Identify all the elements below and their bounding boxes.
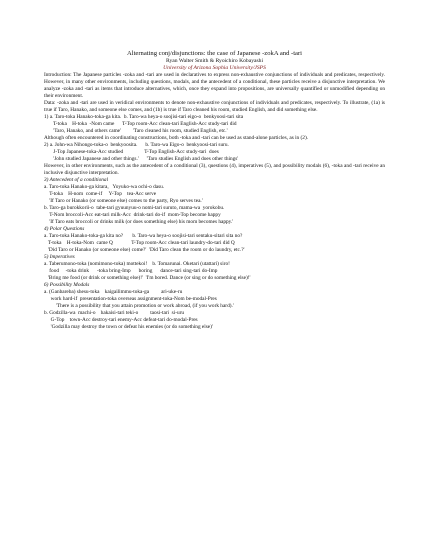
example-gloss: food -toka drink -toka bring-Imp boring dance-tari sing-tari do-Imp	[44, 268, 218, 274]
example-gloss: T-toka H-toka -Nom came T-Top room-Acc clean-tari English-Acc study-tari did	[44, 121, 237, 127]
example-gloss: T-toka H-nom come-if Y-Top tea-Acc serve	[44, 191, 157, 197]
example-line: a. Taberumono-toka (nomimono-toka) mottekoi! b. Tomarunai. Oketari (utattari) siro!	[44, 261, 230, 267]
example-line: b. Godzilla-wa machi-o hakaisi-tari teki-o taosi-tari si-uru	[44, 310, 185, 316]
example-line: 1) a. Taro-toka Hanako-toka-ga kita. b. Taro-wa heya-o soojisi-tari eigo-o benkyoosi-tari sita	[44, 114, 244, 120]
example-gloss: G-Top town-Acc destroy-tari enemy-Acc defeat-tari do-modal-Pres	[44, 317, 198, 323]
example-translation: 'There is a possibility that you attain promotion or work abroad, (if you work hard).'	[44, 303, 234, 309]
section-heading: 6) Possibility Modals	[44, 282, 90, 288]
example-gloss: T-toka H-toka-Nom came Q T-Top room-Acc clean-tari laundry-do-tari did Q	[44, 240, 235, 246]
example-translation: 'Taro, Hanako, and others came' 'Taro cleaned his room, studied English, etc.'	[44, 128, 228, 134]
example-translation: 'Bring me food (or drink or something else)!' 'I'm bored. Dance (or sing or do something else)!'	[44, 275, 251, 281]
example-1	[44, 114, 385, 135]
example-2	[44, 142, 385, 163]
example-gloss: J-Top Japanese-toka-Acc studied T-Top English-Acc study-tari does	[44, 149, 219, 155]
data-paragraph: Data: -zoka and -tari are used in veridical environments to denote non-exhaustive conjunctions of individuals and predicates, respectively. To illustrate, (1a) is true if Taro, Hanako, and someone else comes, and (1b) is true if Taro cleaned his room, studied English, and did something else.	[44, 100, 385, 113]
example-translation: 'Godzilla may destroy the town or defeat his enemies (or do something else)'	[44, 324, 213, 330]
paper-affiliation: University of Arizona Sophia University/JSPS	[163, 65, 266, 71]
example-translation: 'If Taro or Hanako (or someone else) comes to the party, Ryo serves tea.'	[44, 198, 203, 204]
paper-title: Alternating conj/disjunctions: the case of Japanese -zokA and -tari	[126, 50, 303, 57]
example-line: b. Taro-ga burokkorii-o tabe-tari gyuunyuu-o nomi-tari suruto, mama-wa yorokobu.	[44, 205, 225, 211]
example-translation: 'John studied Japanese and other things.' 'Taro studies English and does other things'	[44, 156, 239, 162]
example-gloss: work hard-if presentation-toka overseas assignment-toka-Nom be-modal-Pres	[44, 296, 217, 302]
example-5	[44, 261, 385, 282]
section-heading: 5) Imperatives	[44, 254, 75, 260]
example-gloss: T-Nom broccoli-Acc eat-tari milk-Acc drink-tari do-if mom-Top become happy	[44, 212, 221, 218]
example-line: a. Taro-toka Hanako-ga kitara, Yoyuko-wa ochi-o dasu.	[44, 184, 165, 190]
introduction-paragraph: Introduction: The Japanese particles -zoka and -tari are used in declaratives to express non-exhaustive conjunctions of individuals and predicates, respectively. However, in many other environments, including questions, modals, and the antecedent of a conditional, these particles receive a disjunctive interpretation. We analyze -zoka and -tari as items that introduce alternatives, which, once they expand into propositions, are universally quantified or unmodified depending on their environment.	[44, 72, 385, 99]
example-line: a. (Ganbareba) shesu-toka kaigailimmu-toka-ga ari-uke-ru	[44, 289, 183, 295]
example-translation: 'Did Taro or Hanako (or someone else) come?' 'Did Taro clean the room or do laundry, etc.?'	[44, 247, 245, 253]
section-heading: 4) Polar Questions	[44, 226, 85, 232]
paper-authors: Ryan Walter Smith & Ryoichiro Kobayashi	[165, 58, 264, 64]
example-line: a. Taro-toka Hanako-toka-ga kita no? b. Taro-wa heya-o soojisi-tari sentaku-sitari sita no?	[44, 233, 243, 239]
example-3	[44, 184, 385, 226]
example-4	[44, 233, 385, 254]
section-heading: 3) Antecedent of a conditional	[44, 177, 109, 183]
example-translation: 'If Taro eats broccoli or drinks milk (or does something else) his mom becomes happy.'	[44, 219, 234, 225]
example-6	[44, 289, 385, 331]
body-paragraph: Although often encountered in coordinating constructions, both -toka and -tari can be used as stand-alone particles, as in (2).	[44, 135, 309, 141]
body-paragraph: However, in other environments, such as the antecedent of a conditional (3), questions (4), imperatives (5), and possibility modals (6), -toka and -tari receive an inclusive disjunctive interpretation.	[44, 163, 385, 176]
example-line: 2) a. John-wa Nihongo-toka-o benkyoosita. b. Taro-wa Eigo-o benkyoosi-tari suru.	[44, 142, 229, 148]
